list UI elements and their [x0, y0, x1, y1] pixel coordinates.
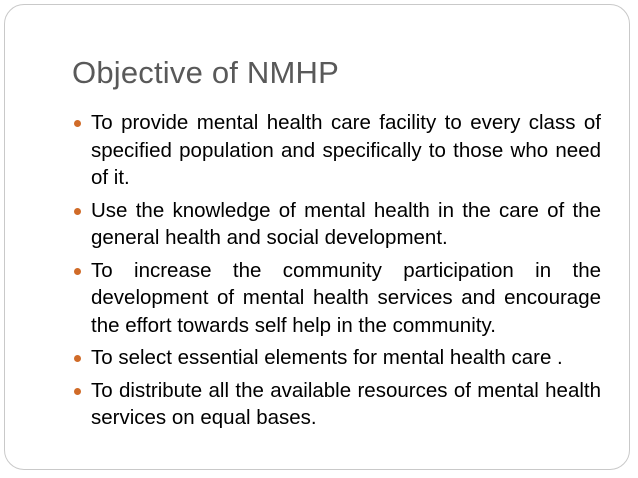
bullet-item	[73, 109, 601, 192]
bullet-text: Use the knowledge of mental health in the care of the general health and social development.	[91, 198, 601, 249]
bullet-text: To select essential elements for mental health care .	[91, 346, 563, 369]
bullet-dot-icon	[74, 208, 81, 215]
bullet-item	[73, 377, 601, 432]
bullet-item	[73, 197, 601, 252]
bullet-text: To distribute all the available resources of mental health services on equal bases.	[91, 378, 601, 429]
slide	[4, 4, 630, 470]
bullet-text: To provide mental health care facility to every class of specified population and specifically to those who need of it.	[91, 111, 601, 189]
bullet-dot-icon	[74, 268, 81, 275]
bullet-dot-icon	[74, 120, 81, 127]
bullet-dot-icon	[74, 388, 81, 395]
bullet-item	[73, 257, 601, 340]
bullet-dot-icon	[74, 355, 81, 362]
bullet-item	[73, 344, 601, 372]
slide-title: Objective of NMHP	[72, 55, 339, 90]
bullet-list	[73, 109, 601, 437]
bullet-text: To increase the community participation in the development of mental health services and encourage the effort towards self help in the community.	[91, 258, 601, 337]
